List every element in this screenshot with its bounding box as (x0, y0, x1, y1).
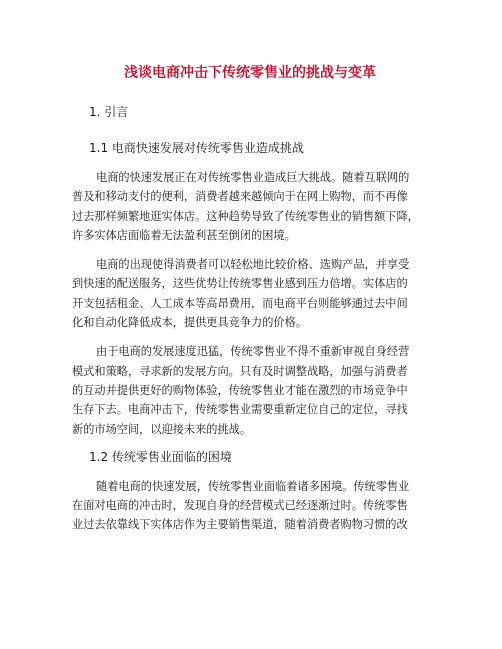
text-line: 电商的快速发展正在对传统零售业造成巨大挑战。随着互联网的 (96, 171, 410, 184)
text-line: 化和自动化降低成本，提供更具竞争力的价格。 (72, 316, 307, 330)
text-line: 普及和移动支付的便利，消费者越来越倾向于在网上购物，而不再像 (72, 190, 408, 204)
text-line: 随着电商的快速发展，传统零售业面临着诸多困境。传统零售业 (96, 479, 410, 493)
heading-introduction: 1. 引言 (89, 105, 129, 119)
text-line: 生存下去。电商冲击下，传统零售业需要重新定位自己的定位，寻找 (72, 403, 408, 417)
text-line: 由于电商的发展速度迅猛，传统零售业不得不重新审视自身经营 (96, 345, 410, 359)
text-line: 在面对电商的冲击时，发现自身的经营模式已经逐渐过时。传统零售 (72, 499, 408, 513)
text-line: 的互动并提供更好的购物体验，传统零售业才能在激烈的市场竞争中 (72, 383, 408, 397)
text-line: 开支包括租金、人工成本等高昂费用，而电商平台则能够通过去中间 (72, 296, 408, 310)
heading-1-2: 1.2 传统零售业面临的困境 (89, 449, 232, 464)
text-line: 业过去依靠线下实体店作为主要销售渠道，随着消费者购物习惯的改 (72, 518, 408, 532)
text-line: 过去那样频繁地逛实体店。这种趋势导致了传统零售业的销售额下降， (72, 209, 419, 223)
text-line: 模式和策略，寻求新的发展方向。只有及时调整战略，加强与消费者 (72, 364, 408, 378)
paragraph-1 (72, 168, 428, 245)
text-line: 新的市场空间，以迎接未来的挑战。 (72, 422, 252, 436)
document-title: 浅谈电商冲击下传统零售业的挑战与变革 (124, 65, 376, 81)
heading-1-1: 1.1 电商快速发展对传统零售业造成挑战 (89, 141, 304, 155)
paragraph-3 (72, 342, 428, 438)
paragraph-2 (72, 255, 428, 332)
text-line: 许多实体店面临着无法盈利甚至倒闭的困境。 (72, 228, 296, 242)
text-line: 电商的出现使得消费者可以轻松地比较价格、选购产品，并享受 (96, 258, 410, 272)
text-line: 到快速的配送服务，这些优势让传统零售业感到压力倍增。实体店的 (72, 277, 408, 291)
paragraph-4 (72, 477, 428, 535)
